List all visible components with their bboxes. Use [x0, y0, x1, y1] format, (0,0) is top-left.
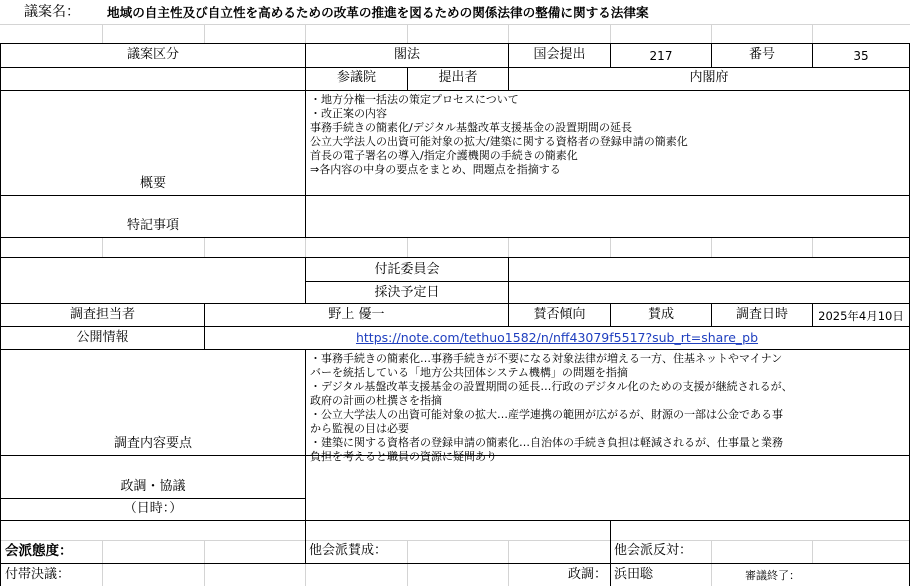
findings-line: ・デジタル基盤改革支援基金の設置期間の延長…行政のデジタル化のための支援が継続されるが、 [310, 380, 793, 393]
deliberation-label: 審議終了： [745, 569, 800, 582]
staff-value: 野上 優一 [328, 307, 385, 322]
border-line [0, 349, 910, 350]
border-line [305, 349, 306, 520]
gridline [305, 25, 306, 43]
gridline [812, 238, 813, 257]
gridline [711, 564, 712, 586]
gridline [711, 238, 712, 257]
gridline [305, 564, 306, 586]
gridline [204, 564, 205, 586]
border-line [0, 326, 910, 327]
border-line [0, 563, 910, 564]
footer-policy-label: 政調： [567, 567, 607, 582]
findings-line: ・公立大学法人の出資可能対象の拡大…産学連携の範囲が広がるが、財源の一部は公金である事 [310, 408, 783, 421]
gridline [812, 541, 813, 563]
border-line [0, 498, 305, 499]
number-label: 番号 [748, 47, 775, 62]
overview-line: ・地方分権一括法の策定プロセスについて [310, 93, 519, 106]
border-line [0, 257, 910, 258]
border-line [0, 303, 910, 304]
findings-line: 負担を考えると職員の資源に疑問あり [310, 450, 497, 463]
border-line [305, 90, 306, 237]
bill-name-value: 地域の自主性及び自立性を高めるための改革の推進を図るための関係法律の整備に関する法律案 [107, 5, 649, 20]
border-line [0, 90, 910, 91]
gridline [812, 25, 813, 43]
category-label: 議案区分 [126, 47, 179, 62]
findings-line: バーを統括している「地方公共団体システム機構」の問題を指摘 [310, 366, 628, 379]
gridline [610, 25, 611, 43]
submitted-label: 国会提出 [533, 47, 586, 62]
border-line [610, 520, 611, 563]
gridline [102, 238, 103, 257]
gridline [711, 25, 712, 43]
gridline [711, 541, 712, 563]
bill-name-label: 議案名： [24, 4, 80, 20]
others-against-label: 他会派反対： [614, 543, 693, 558]
gridline [407, 541, 408, 563]
staff-label: 調査担当者 [69, 307, 135, 322]
gridline [102, 564, 103, 586]
findings-label: 調査内容要点 [113, 436, 192, 451]
gridline [0, 24, 910, 25]
gridline [305, 238, 306, 257]
border-line [508, 257, 509, 303]
public-info-link[interactable]: https://note.com/tethuo1582/n/nff43079f5517?sub_rt=share_pb [355, 330, 759, 345]
findings-line: ・事務手続きの簡素化…事務手続きが不要になる対象法律が増える一方、住基ネットやマイナン [310, 352, 783, 365]
overview-content [310, 93, 908, 193]
border-line [0, 43, 910, 44]
number-value: 35 [853, 49, 869, 63]
submitter-value: 内閣府 [689, 70, 729, 85]
border-line [0, 67, 910, 68]
gridline [204, 238, 205, 257]
border-line [305, 520, 306, 563]
policy-date-label: （日時：） [123, 501, 183, 516]
gridline [407, 25, 408, 43]
category-value: 閣法 [393, 47, 420, 62]
overview-line: ・改正案の内容 [310, 107, 387, 120]
others-for-label: 他会派賛成： [309, 543, 388, 558]
public-info-label: 公開情報 [76, 330, 129, 345]
border-line [0, 195, 910, 196]
committee-label: 付託委員会 [374, 262, 440, 277]
gridline [508, 25, 509, 43]
overview-line: 事務手続きの簡素化/デジタル基盤改革支援基金の設置期間の延長 [310, 121, 633, 134]
vote-date-label: 採決予定日 [374, 285, 440, 300]
gridline [407, 564, 408, 586]
findings-line: から監視の目は必要 [310, 422, 409, 435]
gridline [407, 238, 408, 257]
border-line [610, 563, 611, 586]
overview-label: 概要 [139, 176, 166, 191]
overview-line: ⇒各内容の中身の要点をまとめ、問題点を指摘する [310, 163, 561, 176]
stance-label: 賛否傾向 [533, 307, 586, 322]
survey-date-label: 調査日時 [735, 307, 788, 322]
survey-date-value: 2025年4月10日 [818, 309, 904, 323]
gridline [0, 540, 910, 541]
gridline [102, 541, 103, 563]
border-line [305, 281, 910, 282]
findings-line: ・建築に関する資格者の登録申請の簡素化…自治体の手続き負担は軽減されるが、仕事量と業務 [310, 436, 783, 449]
gridline [610, 238, 611, 257]
footer-policy-value: 浜田聡 [614, 567, 654, 582]
resolution-label: 付帯決議： [5, 567, 71, 582]
house-value: 参議院 [336, 70, 376, 85]
gridline [204, 25, 205, 43]
findings-content [310, 352, 908, 463]
overview-line: 公立大学法人の出資可能対象の拡大/建築に関する資格者の登録申請の簡素化 [310, 135, 688, 148]
overview-line: 首長の電子署名の導入/指定介護機関の手続きの簡素化 [310, 149, 578, 162]
gridline [508, 238, 509, 257]
submitted-value: 217 [649, 49, 673, 63]
border-line [0, 520, 910, 521]
findings-line: 政府の計画の杜撰さを指摘 [310, 394, 442, 407]
stance-value: 賛成 [647, 307, 674, 322]
gridline [508, 541, 509, 563]
gridline [102, 25, 103, 43]
submitter-label: 提出者 [438, 70, 478, 85]
gridline [204, 541, 205, 563]
notes-label: 特記事項 [126, 218, 179, 233]
policy-label: 政調・協議 [120, 479, 186, 494]
border-line [0, 237, 910, 238]
faction-stance-label: 会派態度： [5, 543, 73, 559]
